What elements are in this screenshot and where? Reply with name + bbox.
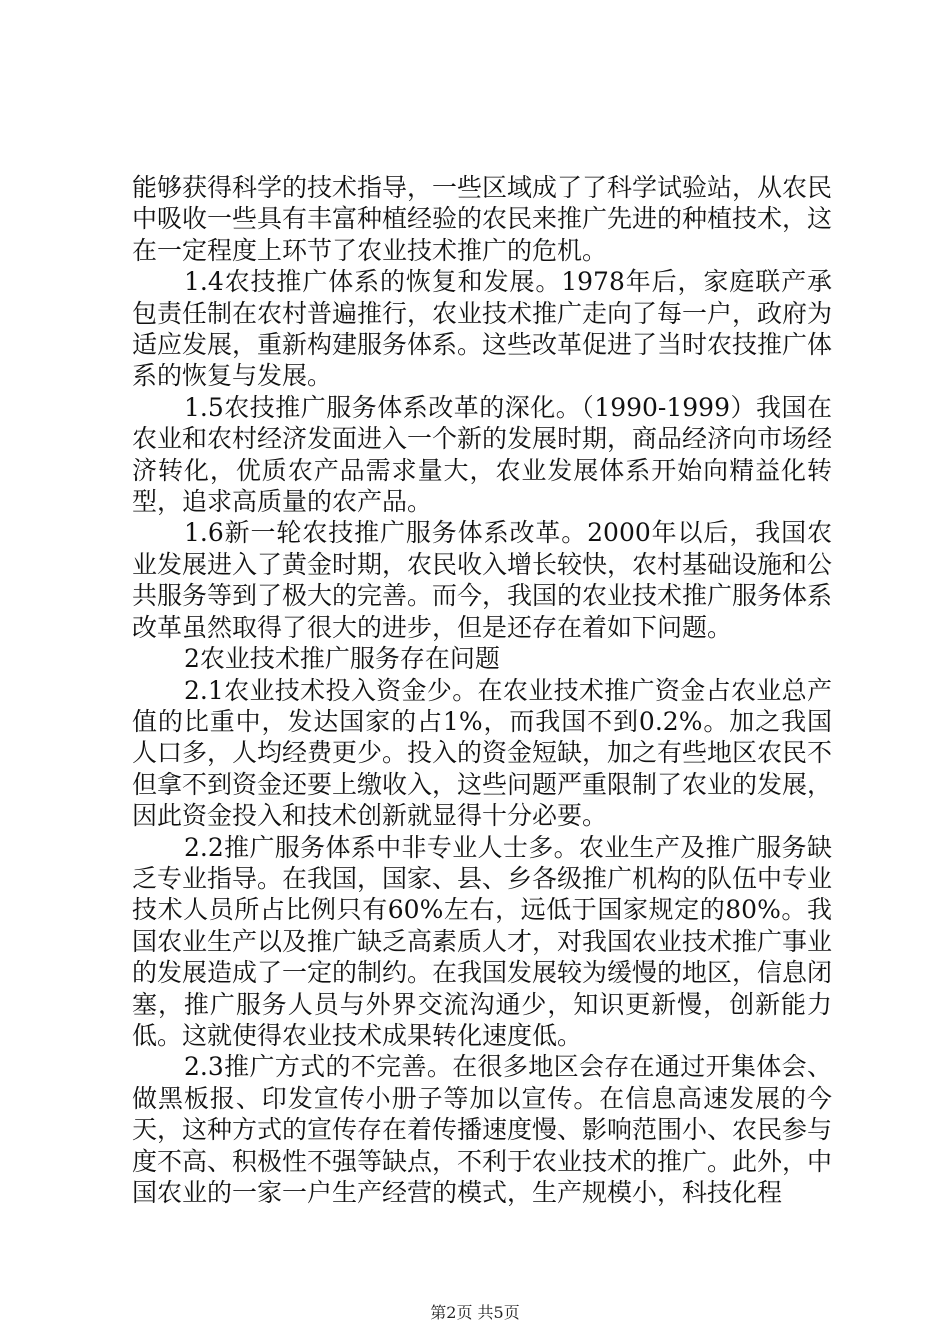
paragraph: 2.1农业技术投入资金少。在农业技术推广资金占农业总产值的比重中，发达国家的占1%，而我国不到0.2%。加之我国人口多，人均经费更少。投入的资金短缺，加之有些地区农民不但拿不到资金还要上缴收入，这些问题严重限制了农业的发展，因此资金投入和技术创新就显得十分必要。 [132, 675, 833, 831]
paragraph: 1.6新一轮农技推广服务体系改革。2000年以后，我国农业发展进入了黄金时期，农民收入增长较快，农村基础设施和公共服务等到了极大的完善。而今，我国的农业技术推广服务体系改革虽然取得了很大的进步，但是还存在着如下问题。 [132, 518, 833, 642]
paragraph: 1.4农技推广体系的恢复和发展。1978年后，家庭联产承包责任制在农村普遍推行，农业技术推广走向了每一户，政府为适应发展，重新构建服务体系。这些改革促进了当时农技推广体系的恢复与发展。 [132, 267, 833, 391]
paragraph: 2.2推广服务体系中非专业人士多。农业生产及推广服务缺乏专业指导。在我国，国家、县、乡各级推广机构的队伍中专业技术人员所占比例只有60%左右，远低于国家规定的80%。我国农业生产以及推广缺乏高素质人才，对我国农业技术推广事业的发展造成了一定的制约。在我国发展较为缓慢的地区，信息闭塞，推广服务人员与外界交流沟通少，知识更新慢，创新能力低。这就使得农业技术成果转化速度低。 [132, 832, 833, 1050]
section-heading: 2农业技术推广服务存在问题 [184, 644, 500, 674]
page-number: 第2页 共5页 [430, 1303, 520, 1322]
paragraph: 2.3推广方式的不完善。在很多地区会存在通过开集体会、做黑板报、印发宣传小册子等加以宣传。在信息高速发展的今天，这种方式的宣传存在着传播速度慢、影响范围小、农民参与度不高、积极性不强等缺点，不利于农业技术的推广。此外，中国农业的一家一户生产经营的模式，生产规模小，科技化程 [132, 1052, 833, 1207]
paragraph: 1.5农技推广服务体系改革的深化。（1990-1999）我国在农业和农村经济发面进入一个新的发展时期，商品经济向市场经济转化，优质农产品需求量大，农业发展体系开始向精益化转型，追求高质量的农产品。 [132, 392, 833, 517]
paragraph: 能够获得科学的技术指导，一些区域成了了科学试验站，从农民中吸收一些具有丰富种植经验的农民来推广先进的种植技术，这在一定程度上环节了农业技术推广的危机。 [132, 173, 833, 265]
body-text [132, 172, 832, 1208]
